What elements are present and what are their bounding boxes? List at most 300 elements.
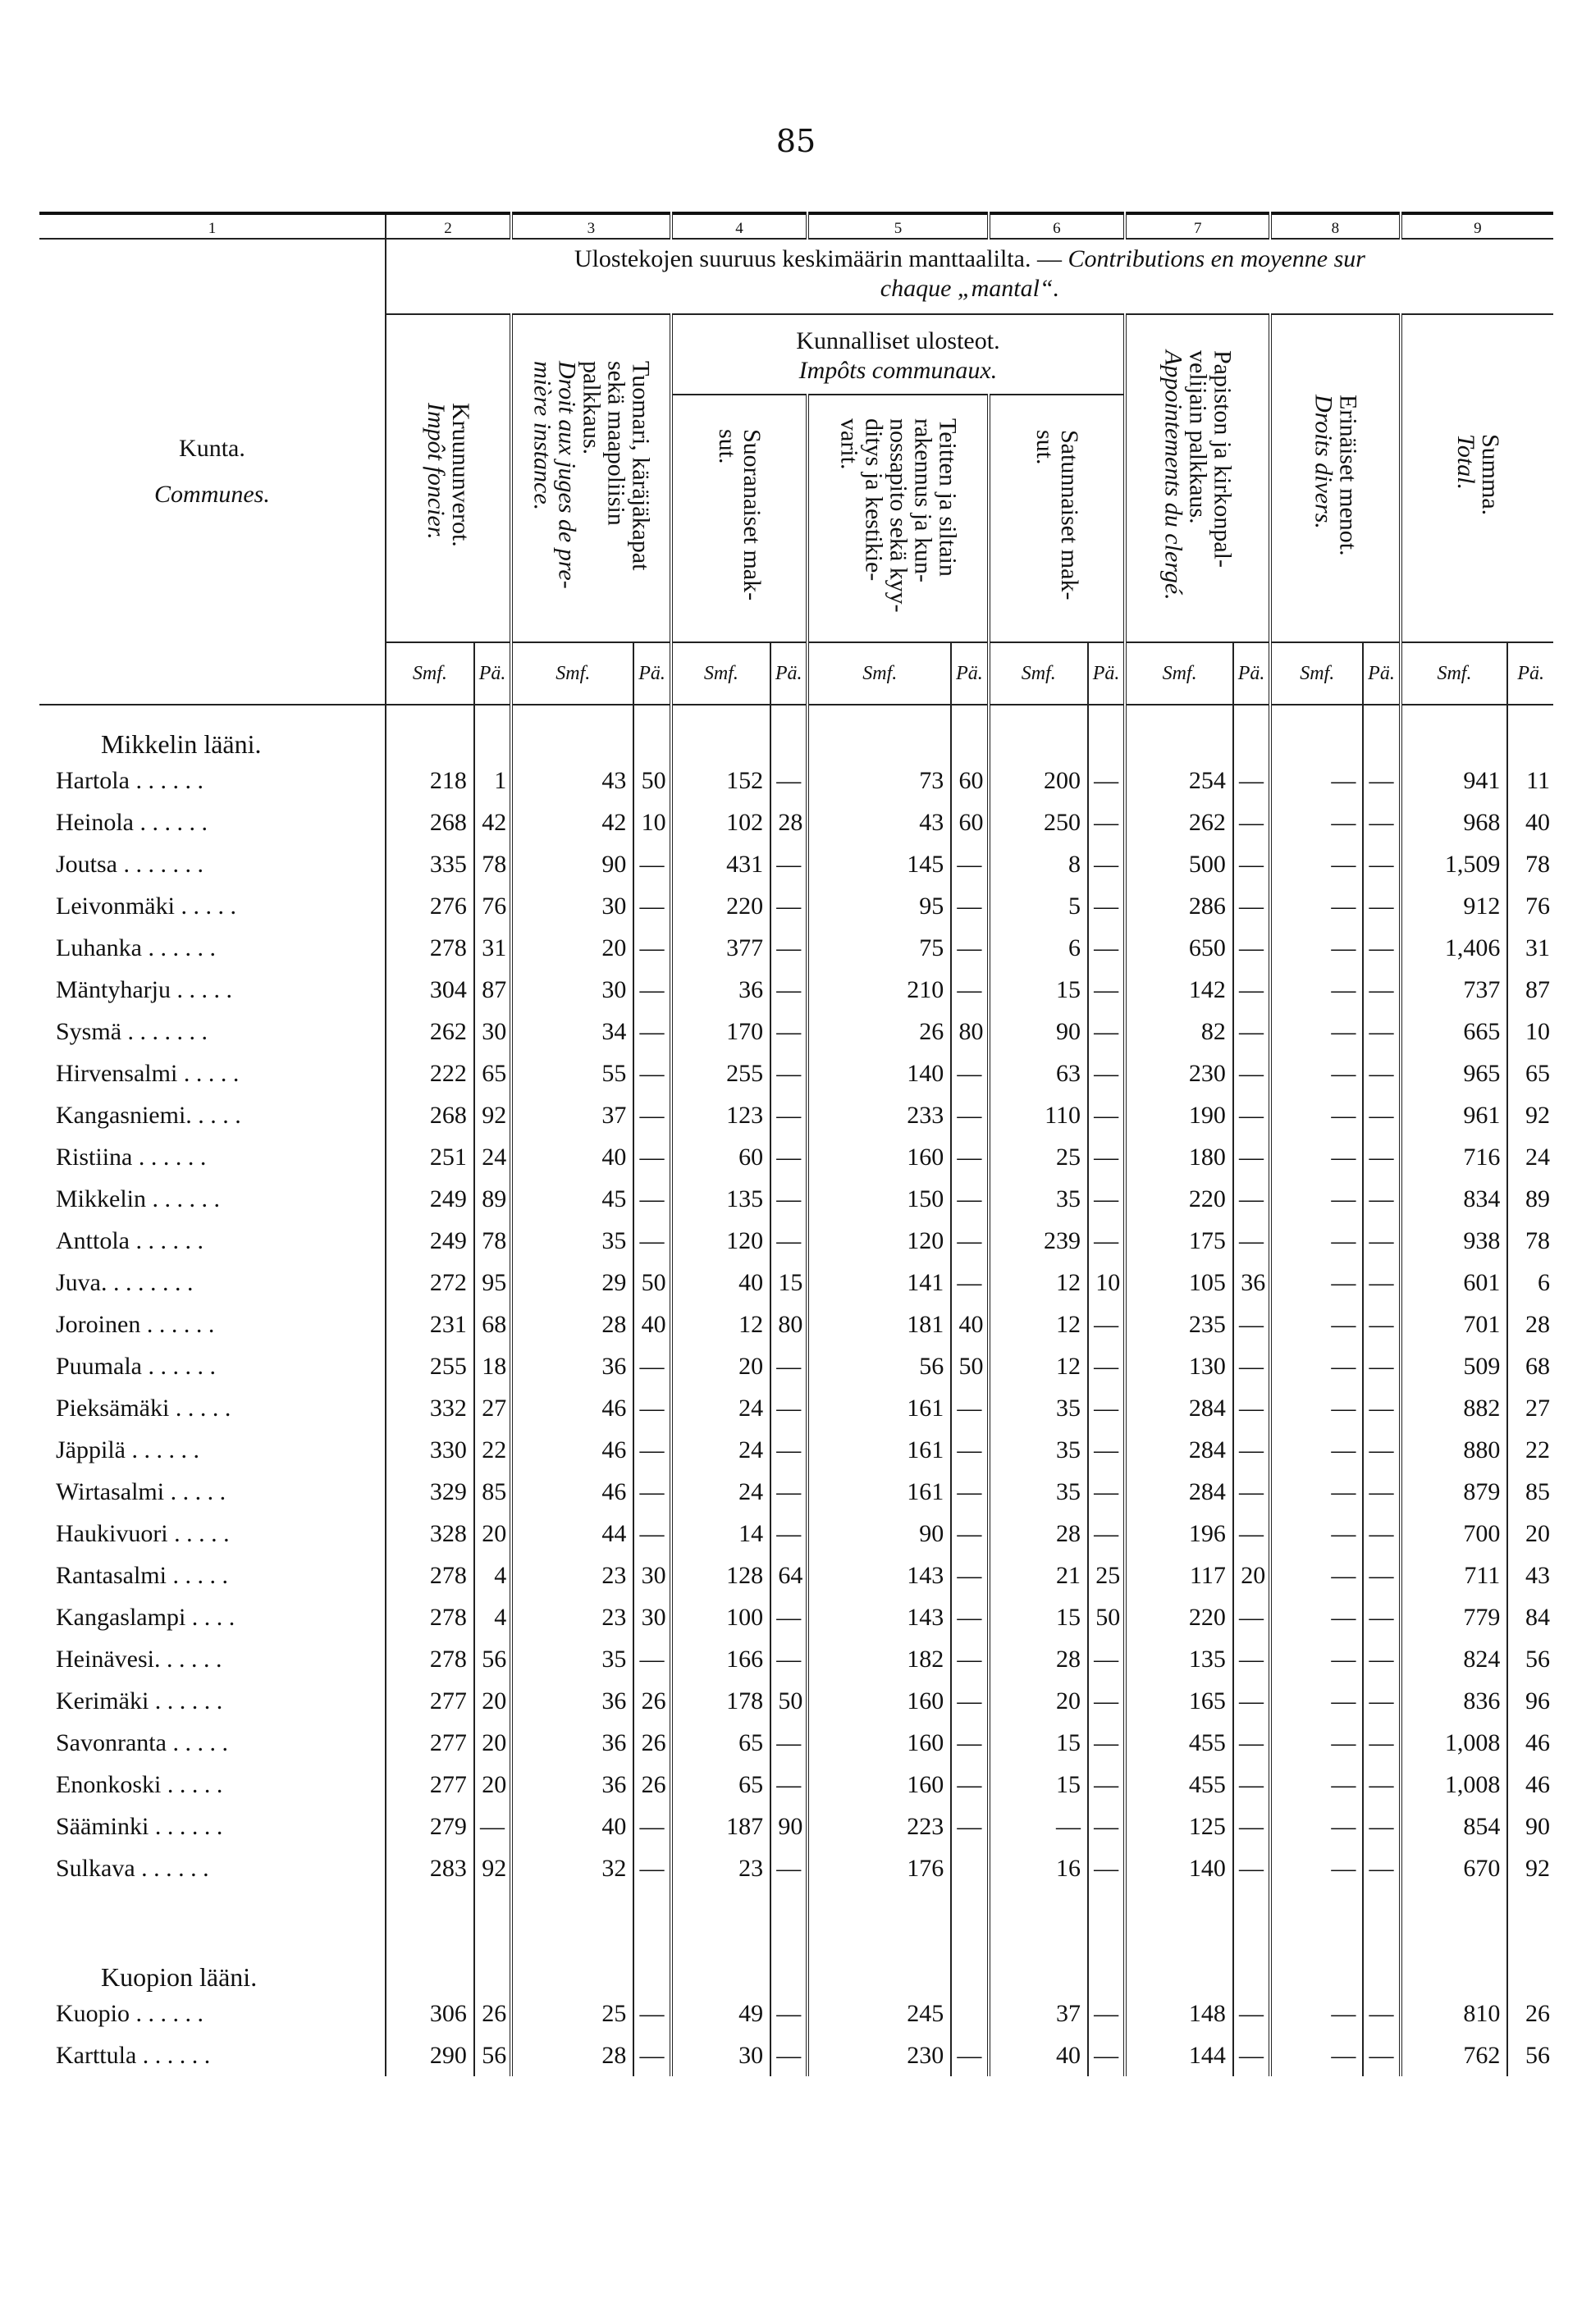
markka-value: 716 [1401,1136,1508,1178]
penni-value: 80 [951,1011,988,1052]
spacer-cell [671,1938,770,1993]
markka-value: 40 [511,1806,633,1847]
markka-value: 249 [386,1178,474,1220]
penni-value: — [633,1094,670,1136]
spacer-cell [1270,1938,1363,1993]
table-title-fi: Ulostekojen suuruus keskimäärin manttaalilta. [574,245,1031,272]
leader-dots: . . . . . . [141,934,216,961]
commune-name-cell [39,1387,386,1429]
penni-value: 92 [1507,1094,1553,1136]
commune-name-cell [39,1680,386,1722]
penni-value: — [633,1993,670,2034]
markka-value: 272 [386,1262,474,1304]
gap-cell [1507,1889,1553,1938]
header-judges-fi-3: palkkaus. [578,361,606,455]
penni-value: 78 [474,1220,511,1262]
spacer-cell [951,1938,988,1993]
penni-value: — [1363,1304,1400,1345]
penni-value: — [770,1513,807,1555]
leader-dots: . . . . . . [135,1854,209,1882]
header-judges [511,314,670,642]
penni-value: — [1233,1993,1270,2034]
penni-value: — [1088,1052,1125,1094]
penni-value: 26 [633,1722,670,1764]
commune-name-cell [39,969,386,1011]
markka-value: 143 [807,1596,951,1638]
penni-value: 89 [1507,1178,1553,1220]
markka-value: 1,509 [1401,843,1508,885]
markka-value: 175 [1125,1220,1233,1262]
table-row [39,1847,1553,1889]
penni-value: 40 [633,1304,670,1345]
penni-value: — [1088,885,1125,927]
penni-value: 85 [1507,1471,1553,1513]
penni-value: — [1088,1513,1125,1555]
markka-value: 49 [671,1993,770,2034]
penni-value: — [1363,1262,1400,1304]
penni-value: — [633,1847,670,1889]
penni-value: — [633,1806,670,1847]
commune-name: Mäntyharju [56,975,171,1003]
markka-value: 335 [386,843,474,885]
markka-value: — [1270,969,1363,1011]
spacer-cell [1233,705,1270,760]
penni-value: — [633,2034,670,2076]
markka-value: 251 [386,1136,474,1178]
commune-name-cell [39,843,386,885]
header-roads-fi-3: nossapito sekä kyy- [885,418,912,613]
penni-value: — [770,1178,807,1220]
penni-value: 78 [1507,1220,1553,1262]
commune-name-cell [39,1847,386,1889]
commune-name-cell [39,760,386,801]
header-clergy-fr: Appointements du clergé. [1159,349,1187,600]
penni-value: — [1233,885,1270,927]
penni-value: 20 [474,1764,511,1806]
penni-value: — [951,885,988,927]
commune-name-cell [39,1555,386,1596]
table-row [39,1471,1553,1513]
unit-markka: Smf. [511,642,633,705]
unit-penni: Pä. [1088,642,1125,705]
penni-value: — [770,2034,807,2076]
penni-value: 11 [1507,760,1553,801]
markka-value: 135 [671,1178,770,1220]
markka-value: 180 [1125,1136,1233,1178]
markka-value: — [1270,1262,1363,1304]
commune-name-cell [39,927,386,969]
commune-name: Kerimäki [56,1687,149,1714]
spacer-cell [989,705,1088,760]
spacer-cell [1125,1938,1233,1993]
leader-dots: . . . . . . [140,1310,215,1338]
penni-value [951,1847,988,1889]
penni-value: 30 [633,1555,670,1596]
commune-name-cell [39,1094,386,1136]
penni-value: 46 [1507,1764,1553,1806]
commune-name: Enonkoski [56,1770,162,1798]
penni-value: — [1363,927,1400,969]
markka-value: 304 [386,969,474,1011]
markka-value: — [1270,1011,1363,1052]
markka-value: 670 [1401,1847,1508,1889]
table-row [39,1220,1553,1262]
penni-value: 4 [474,1596,511,1638]
markka-value: 20 [671,1345,770,1387]
markka-value: 277 [386,1722,474,1764]
markka-value: 25 [989,1136,1088,1178]
markka-value: 16 [989,1847,1088,1889]
penni-value: 76 [474,885,511,927]
penni-value: 90 [770,1806,807,1847]
markka-value: 455 [1125,1764,1233,1806]
commune-name: Hirvensalmi [56,1059,178,1087]
leader-dots: . . . . . . [130,1226,203,1254]
penni-value: — [951,1680,988,1722]
penni-value: 84 [1507,1596,1553,1638]
header-roads-bridges [807,395,988,642]
table-row [39,1764,1553,1806]
penni-value: — [1233,1513,1270,1555]
markka-value: 223 [807,1806,951,1847]
markka-value: 190 [1125,1094,1233,1136]
penni-value: 56 [1507,1638,1553,1680]
penni-value: — [1088,1136,1125,1178]
penni-value: — [770,927,807,969]
markka-value: 35 [989,1471,1088,1513]
markka-value: 141 [807,1262,951,1304]
markka-value: — [1270,1304,1363,1345]
penni-value: 22 [1507,1429,1553,1471]
penni-value: 42 [474,801,511,843]
commune-name-cell [39,2034,386,2076]
leader-dots: . . . . . [185,1101,241,1129]
gap-cell [1088,1889,1125,1938]
column-number: 8 [1270,213,1400,239]
markka-value: 509 [1401,1345,1508,1387]
leader-dots: . . . . . . [125,1436,199,1463]
markka-value: — [1270,1094,1363,1136]
markka-value: 90 [989,1011,1088,1052]
markka-value: 8 [989,843,1088,885]
penni-value: — [951,1764,988,1806]
column-number: 2 [386,213,511,239]
penni-value: — [633,1136,670,1178]
markka-value: 24 [671,1471,770,1513]
page-number: 85 [775,123,816,159]
commune-name-cell [39,1136,386,1178]
markka-value: 25 [511,1993,633,2034]
unit-markka: Smf. [671,642,770,705]
commune-name: Heinävesi [56,1645,154,1673]
penni-value: — [770,1596,807,1638]
section-title: Mikkelin lääni. [101,729,262,759]
penni-value: — [1233,1345,1270,1387]
markka-value: 161 [807,1429,951,1471]
markka-value: 834 [1401,1178,1508,1220]
commune-name-cell [39,1806,386,1847]
markka-value: 120 [671,1220,770,1262]
table-row [39,1178,1553,1220]
penni-value: 50 [633,760,670,801]
commune-name: Joroinen [56,1310,141,1338]
penni-value: — [1233,1304,1270,1345]
penni-value: 10 [633,801,670,843]
commune-name: Sääminki [56,1812,149,1840]
markka-value: 268 [386,801,474,843]
table-row [39,1429,1553,1471]
markka-value: 140 [1125,1847,1233,1889]
markka-value: 44 [511,1513,633,1555]
markka-value: 912 [1401,885,1508,927]
spacer-cell [1270,705,1363,760]
penni-value: — [633,1011,670,1052]
commune-name: Joutsa [56,850,117,878]
markka-value: 145 [807,843,951,885]
penni-value: — [1363,2034,1400,2076]
unit-penni: Pä. [1363,642,1400,705]
commune-name-cell [39,1178,386,1220]
penni-value: — [1088,927,1125,969]
spacer-cell [1233,1938,1270,1993]
penni-value: — [633,1387,670,1429]
markka-value: 26 [807,1011,951,1052]
spacer-cell [511,705,633,760]
spacer-cell [1363,1938,1400,1993]
markka-value: 181 [807,1304,951,1345]
markka-value: 20 [511,927,633,969]
table-row [39,1993,1553,2034]
penni-value: — [633,927,670,969]
penni-value: 64 [770,1555,807,1596]
gap-cell [951,1889,988,1938]
gap-cell [39,1889,386,1938]
header-roads-fi-5: varit. [835,418,863,470]
markka-value: 700 [1401,1513,1508,1555]
markka-value: 220 [671,885,770,927]
penni-value: 30 [474,1011,511,1052]
markka-value: 187 [671,1806,770,1847]
penni-value: — [770,1429,807,1471]
markka-value: — [1270,1680,1363,1722]
commune-name-cell [39,1304,386,1345]
penni-value: — [1233,1764,1270,1806]
header-roads-fi-1: Teitten ja siltain [934,418,962,577]
spacer-cell [1088,1938,1125,1993]
markka-value: 150 [807,1178,951,1220]
markka-value: 40 [511,1136,633,1178]
markka-value: 210 [807,969,951,1011]
leader-dots: . . . . . . [149,1812,223,1840]
markka-value: 230 [807,2034,951,2076]
table-title-fr-1: Contributions en moyenne sur [1068,245,1365,272]
penni-value: — [770,1011,807,1052]
markka-value: 142 [1125,969,1233,1011]
table-title [386,239,1553,314]
markka-value: 254 [1125,760,1233,801]
penni-value: — [951,1471,988,1513]
markka-value: — [1270,1136,1363,1178]
markka-value: 12 [989,1345,1088,1387]
penni-value: — [1233,1387,1270,1429]
penni-value: 90 [1507,1806,1553,1847]
penni-value: — [1363,1011,1400,1052]
table-row [39,843,1553,885]
commune-header-fi: Kunta. [179,435,245,462]
unit-penni: Pä. [770,642,807,705]
markka-value: 20 [989,1680,1088,1722]
markka-value: 277 [386,1764,474,1806]
markka-value: — [1270,1429,1363,1471]
markka-value: — [1270,843,1363,885]
table-row [39,1513,1553,1555]
leader-dots: . . . . . . . . [101,1268,194,1296]
penni-value: — [1088,1764,1125,1806]
penni-value: — [951,1052,988,1094]
commune-name-cell [39,1596,386,1638]
penni-value: — [1088,1387,1125,1429]
spacer-cell [989,1938,1088,1993]
commune-name-cell [39,1471,386,1513]
markka-value: — [1270,1471,1363,1513]
penni-value: 60 [951,760,988,801]
column-number: 9 [1401,213,1553,239]
penni-value: — [770,1993,807,2034]
header-various [1270,314,1400,642]
leader-dots: . . . . . . [132,1143,207,1171]
markka-value: 329 [386,1471,474,1513]
unit-markka: Smf. [1401,642,1508,705]
markka-value: 23 [671,1847,770,1889]
markka-value: — [1270,1847,1363,1889]
commune-name: Karttula [56,2041,137,2069]
markka-value: 90 [807,1513,951,1555]
penni-value: — [770,969,807,1011]
markka-value: 278 [386,1638,474,1680]
markka-value: — [1270,1638,1363,1680]
penni-value: — [1363,1764,1400,1806]
penni-value: 24 [474,1136,511,1178]
markka-value: 29 [511,1262,633,1304]
markka-value: 6 [989,927,1088,969]
penni-value: — [1363,1471,1400,1513]
table-row [39,1680,1553,1722]
markka-value: 1,008 [1401,1722,1508,1764]
markka-value: 665 [1401,1011,1508,1052]
penni-value: 22 [474,1429,511,1471]
unit-penni: Pä. [633,642,670,705]
gap-cell [770,1889,807,1938]
markka-value: 73 [807,760,951,801]
unit-penni: Pä. [951,642,988,705]
markka-value: 854 [1401,1806,1508,1847]
penni-value: 36 [1233,1262,1270,1304]
header-roads-fi-2: rakennus ja kun- [909,418,937,582]
penni-value: 87 [1507,969,1553,1011]
commune-name: Kangasniemi [56,1101,186,1129]
penni-value: 6 [1507,1262,1553,1304]
penni-value: — [770,1471,807,1513]
spacer-cell [1363,705,1400,760]
unit-penni: Pä. [474,642,511,705]
markka-value: — [1270,1764,1363,1806]
commune-name: Savonranta [56,1728,167,1756]
commune-name-cell [39,1722,386,1764]
markka-value: 35 [511,1220,633,1262]
commune-name: Heinola [56,808,134,836]
table-row [39,1136,1553,1178]
penni-value: — [633,1345,670,1387]
penni-value: — [770,1094,807,1136]
markka-value: 135 [1125,1638,1233,1680]
markka-value: 160 [807,1136,951,1178]
penni-value: — [474,1806,511,1847]
markka-value: 879 [1401,1471,1508,1513]
penni-value: — [633,1178,670,1220]
commune-name-cell [39,1052,386,1094]
penni-value: — [951,1178,988,1220]
markka-value: 130 [1125,1345,1233,1387]
table-row [39,1304,1553,1345]
gap-cell [1233,1889,1270,1938]
markka-value: 278 [386,1555,474,1596]
table-row [39,1262,1553,1304]
gap-cell [807,1889,951,1938]
penni-value: — [951,1136,988,1178]
markka-value: 82 [1125,1011,1233,1052]
penni-value: — [1233,1596,1270,1638]
markka-value: 277 [386,1680,474,1722]
markka-value: 965 [1401,1052,1508,1094]
commune-name: Sysmä [56,1017,122,1045]
markka-value: 12 [671,1304,770,1345]
penni-value: 68 [474,1304,511,1345]
penni-value: 56 [474,2034,511,2076]
penni-value: — [770,1722,807,1764]
gap-cell [474,1889,511,1938]
commune-name-cell [39,1262,386,1304]
penni-value: 24 [1507,1136,1553,1178]
penni-value: 65 [1507,1052,1553,1094]
penni-value: 4 [474,1555,511,1596]
markka-value: 28 [989,1638,1088,1680]
markka-value: 45 [511,1178,633,1220]
markka-value: 1,008 [1401,1764,1508,1806]
markka-value: 330 [386,1429,474,1471]
penni-value: — [1363,1555,1400,1596]
header-judges-fr-1: Droit aux juges de pre- [553,361,581,589]
penni-value: — [1233,1680,1270,1722]
penni-value: — [951,1429,988,1471]
markka-value: 24 [671,1387,770,1429]
markka-value: — [1270,1052,1363,1094]
table-row [39,1722,1553,1764]
penni-value: 28 [1507,1304,1553,1345]
markka-value: 55 [511,1052,633,1094]
penni-value: — [951,2034,988,2076]
header-occasional-fi-1: Satunnaiset mak- [1055,430,1083,600]
table-row [39,1011,1553,1052]
markka-value: 28 [511,2034,633,2076]
penni-value: — [1233,760,1270,801]
markka-value: — [1270,1722,1363,1764]
penni-value: — [770,1387,807,1429]
penni-value: 20 [474,1722,511,1764]
unit-markka: Smf. [1125,642,1233,705]
penni-value: — [1363,1136,1400,1178]
commune-name: Ristiina [56,1143,133,1171]
header-direct-charges [671,395,808,642]
